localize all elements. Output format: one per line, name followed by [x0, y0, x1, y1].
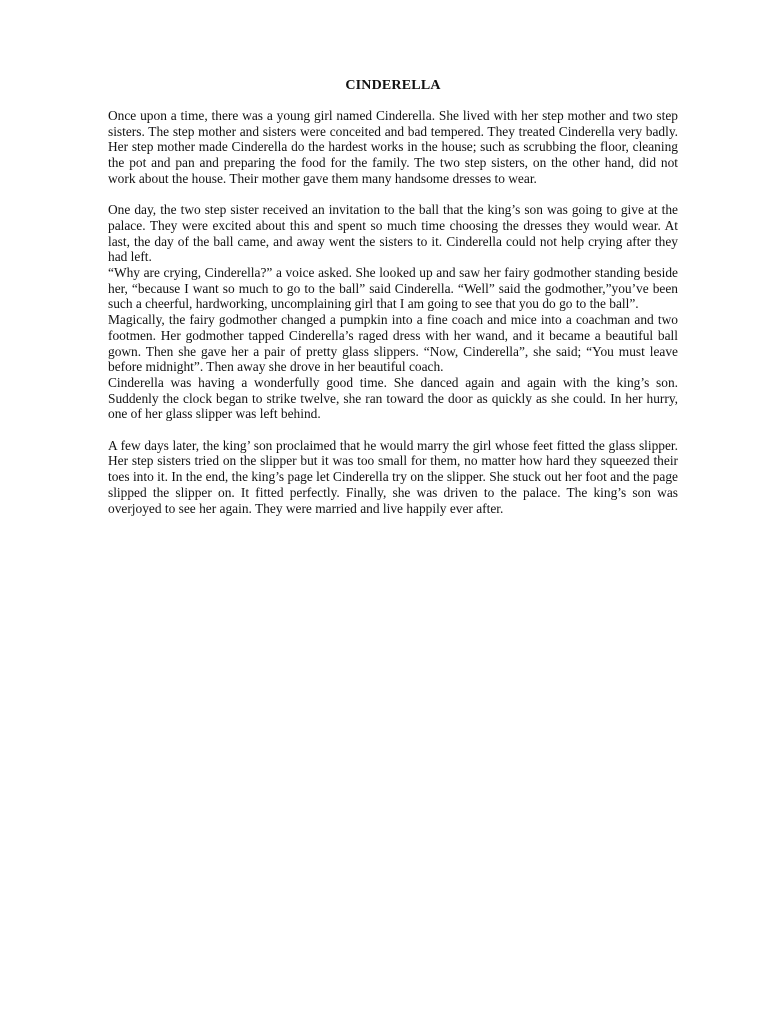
document-page [108, 78, 678, 516]
paragraph-godmother: “Why are crying, Cinderella?” a voice asked. She looked up and saw her fairy godmother standing beside her, “because I want so much to go to the ball” said Cinderella. “Well” said the godmother,”you’ve been such a cheerful, hardworking, uncomplaining girl that I am going to see that you do go to the ball”. [108, 265, 678, 312]
paragraph-ball: Cinderella was having a wonderfully good time. She danced again and again with the king’s son. Suddenly the clock began to strike twelve, she ran toward the door as quickly as she could. In her hurry, one of her glass slipper was left behind. [108, 374, 678, 422]
paragraph-spacer [108, 422, 678, 438]
paragraph-spacer [108, 187, 678, 203]
paragraph-intro: Once upon a time, there was a young girl named Cinderella. She lived with her step mother and two step sisters. The step mother and sisters were conceited and bad tempered. They treated Cinderella very badly. Her step mother made Cinderella do the hardest works in the house; such as scrubbing the floor, cleaning the pot and pan and preparing the food for the family. The two step sisters, on the other hand, did not work about the house. Their mother gave them many handsome dresses to wear. [108, 108, 678, 186]
paragraph-invitation: One day, the two step sister received an invitation to the ball that the king’s son was going to give at the palace. They were excited about this and spent so much time choosing the dresses they would wear. At last, the day of the ball came, and away went the sisters to it. Cinderella could not help crying after they had left. [108, 202, 678, 265]
paragraph-ending: A few days later, the king’ son proclaimed that he would marry the girl whose feet fitted the glass slipper. Her step sisters tried on the slipper but it was too small for them, no matter how hard they squeezed their toes into it. In the end, the king’s page let Cinderella try on the slipper. She stuck out her foot and the page slipped the slipper on. It fitted perfectly. Finally, she was driven to the palace. The king’s son was overjoyed to see her again. They were married and live happily ever after. [108, 437, 678, 516]
document-title: CINDERELLA [345, 78, 441, 93]
paragraph-magic: Magically, the fairy godmother changed a pumpkin into a fine coach and mice into a coachman and two footmen. Her godmother tapped Cinderella’s raged dress with her wand, and it became a beautiful ball gown. Then she gave her a pair of pretty glass slippers. “Now, Cinderella”, she said; “You must leave before midnight”. Then away she drove in her beautiful coach. [108, 312, 678, 375]
